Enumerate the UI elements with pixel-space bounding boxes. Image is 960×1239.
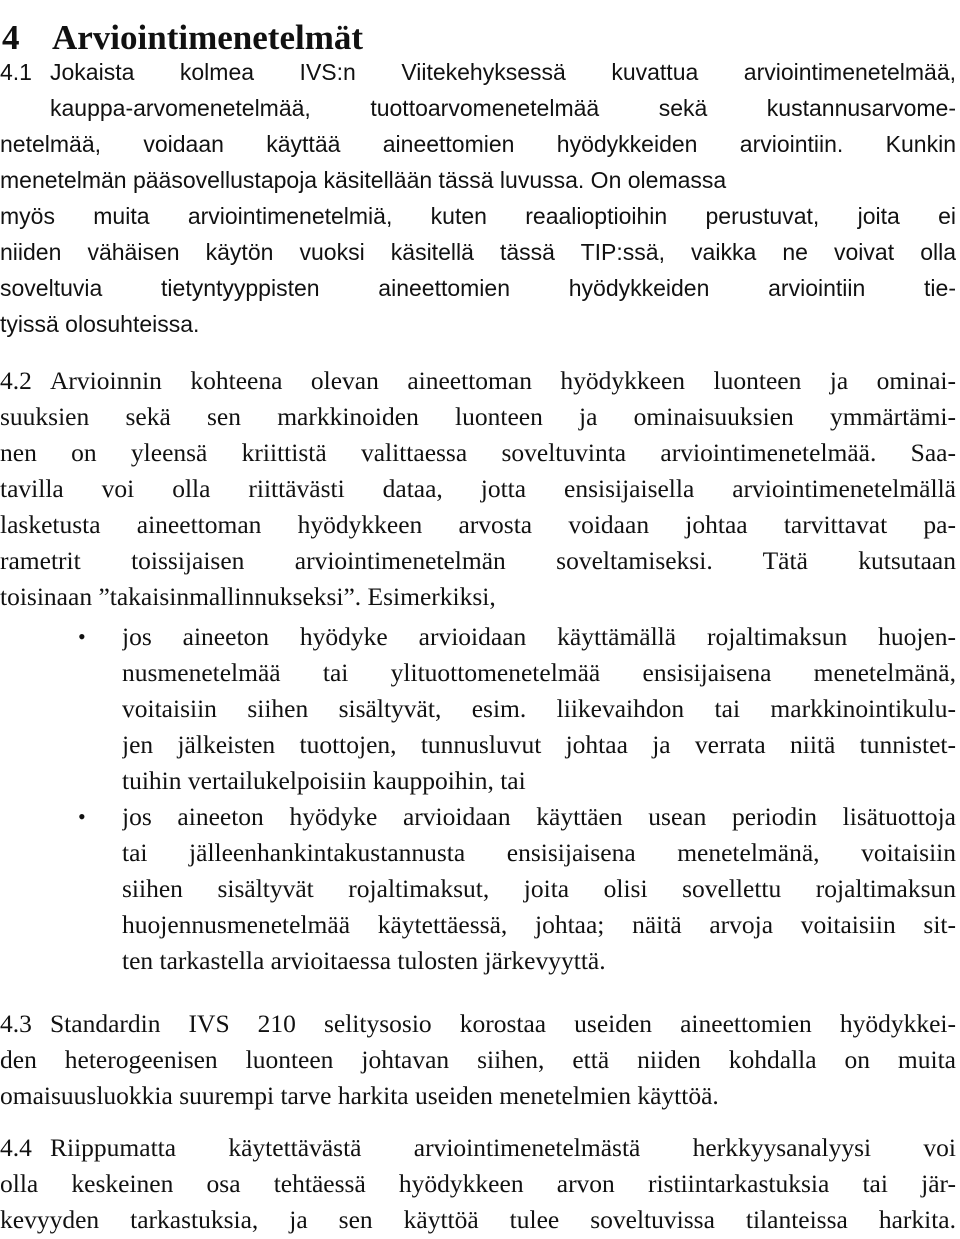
list-item [0, 799, 956, 979]
paragraph-line: tavilla voi olla riittävästi dataa, jotta ensisijaisella arviointimenetelmällä [0, 474, 956, 503]
paragraph-line: kevyyden tarkastuksia, ja sen käyttöä tulee soveltuvissa tilanteissa harkita. [0, 1205, 956, 1234]
paragraph-line: 4.3 Standardin IVS 210 selitysosio korostaa useiden aineettomien hyödykkei- [0, 1006, 956, 1042]
paragraph-4-1 [0, 54, 956, 342]
paragraph-line: menetelmän pääsovellustapoja käsitellään tässä luvussa. On olemassa [0, 167, 727, 193]
bullet-line: siihen sisältyvät rojaltimaksut, joita olisi sovellettu rojaltimaksun [122, 874, 956, 903]
paragraph-line: soveltuvia tietyntyyppisten aineettomien hyödykkeiden arviointiin tie- [0, 275, 956, 301]
paragraph-4-3 [0, 1006, 956, 1114]
bullet-list [0, 619, 956, 979]
paragraph-number: 4.4 [0, 1133, 32, 1162]
paragraph-line: lasketusta aineettoman hyödykkeen arvosta voidaan johtaa tarvittavat pa- [0, 510, 956, 539]
paragraph-4-2 [0, 363, 956, 615]
bullet-line: huojennusmenetelmää käytettäessä, johtaa; näitä arvoja voitaisiin sit- [122, 910, 956, 939]
paragraph-line: omaisuusluokkia suurempi tarve harkita useiden menetelmien käyttöä. [0, 1081, 719, 1110]
paragraph-number: 4.1 [0, 59, 32, 85]
bullet-line: jen jälkeisten tuottojen, tunnusluvut johtaa ja verrata niitä tunnistet- [122, 730, 956, 759]
list-item [0, 619, 956, 799]
paragraph-line: kauppa-arvomenetelmää, tuottoarvomenetelmää sekä kustannusarvome- [50, 95, 956, 121]
paragraph-number: 4.3 [0, 1009, 32, 1038]
paragraph-line: suuksien sekä sen markkinoiden luonteen ja ominaisuuksien ymmärtämi- [0, 402, 956, 431]
paragraph-line: 4.2 Arvioinnin kohteena olevan aineettoman hyödykkeen luonteen ja ominai- [0, 363, 956, 399]
paragraph-line: 4.1 Jokaista kolmea IVS:n Viitekehyksessä kuvattua arviointimenetelmää, [0, 54, 956, 90]
paragraph-line: tyissä olosuhteissa. [0, 311, 200, 337]
bullet-line: tai jälleenhankintakustannusta ensisijaisena menetelmänä, voitaisiin [122, 838, 956, 867]
paragraph-line: olla keskeinen osa tehtäessä hyödykkeen arvon ristiintarkastuksia tai jär- [0, 1169, 956, 1198]
paragraph-line: 4.4 Riippumatta käytettävästä arviointimenetelmästä herkkyysanalyysi voi [0, 1130, 956, 1166]
bullet-icon: • [78, 624, 86, 649]
paragraph-4-4 [0, 1130, 956, 1238]
section-number: 4 [2, 18, 20, 58]
bullet-line: voitaisiin siihen sisältyvät, esim. liikevaihdon tai markkinointikulu- [122, 694, 956, 723]
bullet-line: jos aineeton hyödyke arvioidaan käyttämällä rojaltimaksun huojen- [122, 622, 956, 651]
paragraph-number: 4.2 [0, 366, 32, 395]
paragraph-line: den heterogeenisen luonteen johtavan siihen, että niiden kohdalla on muita [0, 1045, 956, 1074]
paragraph-line: myös muita arviointimenetelmiä, kuten reaalioptioihin perustuvat, joita ei [0, 203, 956, 229]
bullet-icon: • [78, 804, 86, 829]
paragraph-line: nen on yleensä kriittistä valittaessa soveltuvinta arviointimenetelmää. Saa- [0, 438, 956, 467]
bullet-line: ten tarkastella arvioitaessa tulosten järkevyyttä. [122, 946, 606, 975]
paragraph-line: toisinaan ”takaisinmallinnukseksi”. Esimerkiksi, [0, 582, 496, 611]
section-title: Arviointimenetelmät [52, 18, 364, 58]
paragraph-line: netelmää, voidaan käyttää aineettomien hyödykkeiden arviointiin. Kunkin [0, 131, 956, 157]
bullet-line: jos aineeton hyödyke arvioidaan käyttäen usean periodin lisätuottoja [122, 802, 956, 831]
bullet-line: nusmenetelmää tai ylituottomenetelmää ensisijaisena menetelmänä, [122, 658, 956, 687]
bullet-line: tuihin vertailukelpoisiin kauppoihin, tai [122, 766, 526, 795]
paragraph-line: niiden vähäisen käytön vuoksi käsitellä tässä TIP:ssä, vaikka ne voivat olla [0, 239, 956, 265]
paragraph-line: rametrit toissijaisen arviointimenetelmän soveltamiseksi. Tätä kutsutaan [0, 546, 956, 575]
